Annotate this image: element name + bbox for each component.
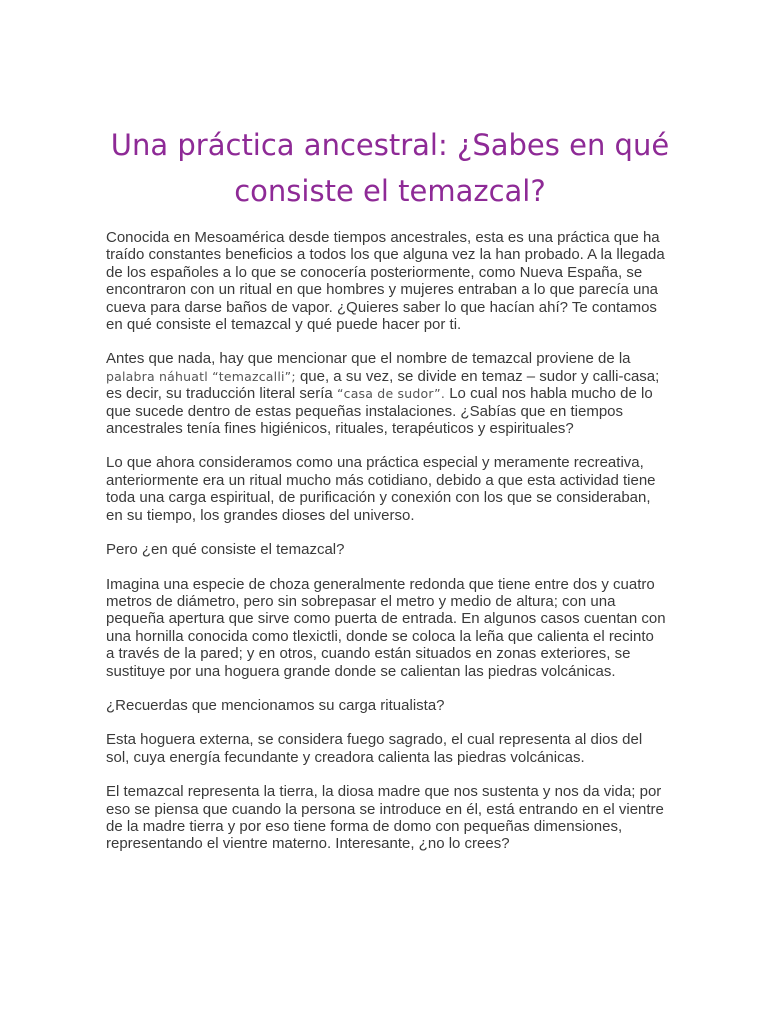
paragraph-etymology-text-2: que, a su vez, se divide en temaz – sudor y calli-casa; es decir, su traducción literal sería xyxy=(106,367,660,403)
page-title: Una práctica ancestral: ¿Sabes en qué consiste el temazcal? xyxy=(110,128,670,208)
paragraph-mother-earth: El temazcal representa la tierra, la diosa madre que nos sustenta y nos da vida; por eso se piensa que cuando la persona se introduce en él, está entrando en el vientre de la madre tierra y por eso tiene forma de domo con pequeñas dimensiones, representando el vientre materno. Interesante, ¿no lo crees? xyxy=(106,783,664,853)
paragraph-question: Pero ¿en qué consiste el temazcal? xyxy=(106,541,345,559)
paragraph-etymology-text-3: Lo cual nos habla mucho de lo que sucede dentro de estas pequeñas instalaciones. ¿Sabías que en tiempos ancestrales tenía fines higiénicos, rituales, terapéuticos y espirituales? xyxy=(106,385,653,438)
nahuatl-word-quote: palabra náhuatl “temazcalli”; xyxy=(106,368,296,384)
paragraph-intro: Conocida en Mesoamérica desde tiempos ancestrales, esta es una práctica que ha traído constantes beneficios a todos los que alguna vez la han probado. A la llegada de los españoles a lo que se conocería posteriormente, como Nueva España, se encontraron con un ritual en que hombres y mujeres entraban a lo que parecía una cueva para darse baños de vapor. ¿Quieres saber lo que hacían ahí? Te contamos en qué consiste el temazcal y qué puede hacer por ti. xyxy=(106,229,665,334)
article-body xyxy=(106,229,666,870)
paragraph-etymology-text-1: Antes que nada, hay que mencionar que el nombre de temazcal proviene de la xyxy=(106,350,631,368)
paragraph-ritual: Lo que ahora consideramos como una práctica especial y meramente recreativa, anteriormente era un ritual mucho más cotidiano, debido a que esta actividad tiene toda una carga espiritual, de purificación y conexión con los que se consideraban, en su tiempo, los grandes dioses del universo. xyxy=(106,454,656,524)
translation-quote: “casa de sudor”. xyxy=(336,386,446,402)
paragraph-etymology xyxy=(106,350,666,437)
paragraph-description: Imagina una especie de choza generalmente redonda que tiene entre dos y cuatro metros de diámetro, pero sin sobrepasar el metro y medio de altura; con una pequeña apertura que sirve como puerta de entrada. En algunos casos cuentan con una hornilla conocida como tlexictli, donde se coloca la leña que calienta el recinto a través de la pared; y en otros, cuando están situados en zonas exteriores, se sustituye por una hoguera grande donde se calientan las piedras volcánicas. xyxy=(106,575,666,680)
paragraph-sacred-fire: Esta hoguera externa, se considera fuego sagrado, el cual representa al dios del sol, cuya energía fecundante y creadora calienta las piedras volcánicas. xyxy=(106,731,643,766)
paragraph-ritual-question: ¿Recuerdas que mencionamos su carga ritualista? xyxy=(106,696,445,714)
